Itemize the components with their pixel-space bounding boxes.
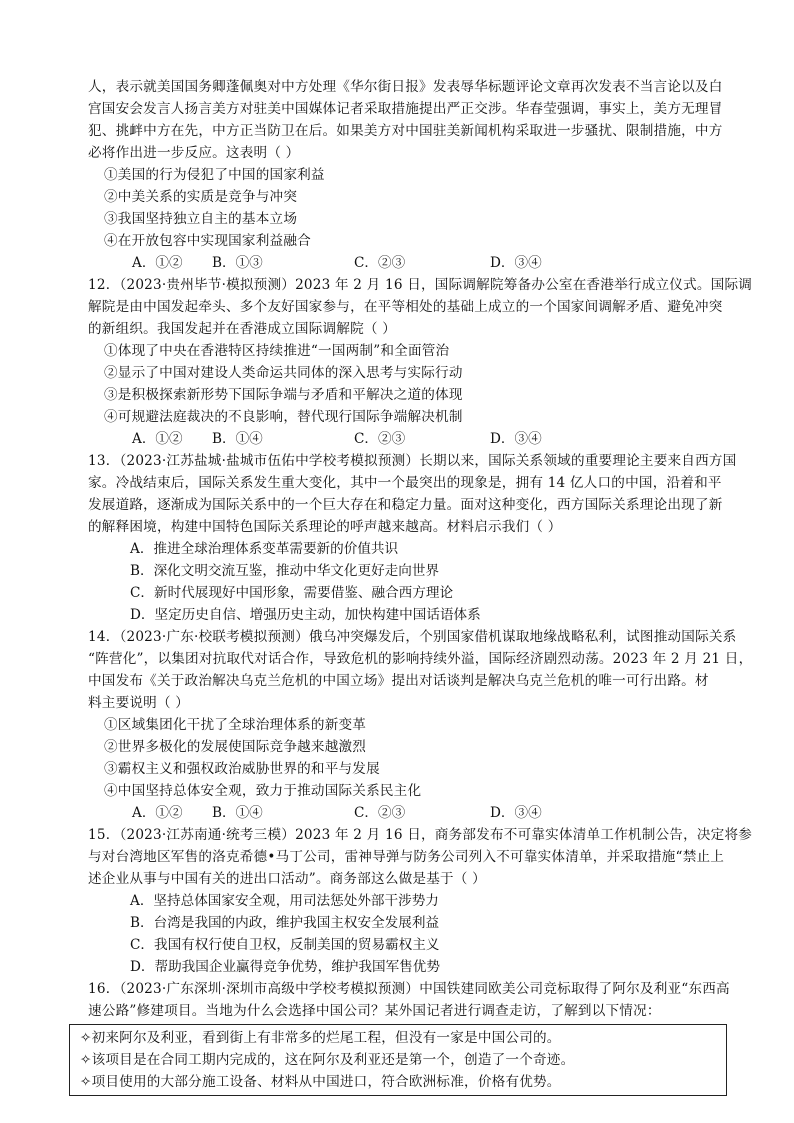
q15-choice-b: B．台湾是我国的内政，维护我国主权安全发展利益: [130, 915, 440, 931]
q11-item-4: ④在开放包容中实现国家利益融合: [104, 233, 311, 249]
q11-item-3: ③我国坚持独立自主的基本立场: [104, 211, 298, 227]
q11-stem-line-1: 人，表示就美国国务卿蓬佩奥对中方处理《华尔街日报》发表辱华标题评论文章再次发表不当言论以及白: [88, 79, 723, 95]
q13-stem-line-3: 发展道路，逐渐成为国际关系中的一个巨大存在和稳定力量。面对这种变化，西方国际关系理论出现了新: [88, 497, 723, 513]
q12-item-3: ③是积极探索新形势下国际争端与矛盾和平解决之道的体现: [104, 387, 463, 403]
q12-choice-b: B．①④: [212, 431, 263, 447]
q11-choice-c: C．②③: [354, 255, 406, 271]
q14-stem-line-3: 中国发布《关于政治解决乌克兰危机的中国立场》提出对话谈判是解决乌克兰危机的唯一可行出路。材: [88, 673, 709, 689]
q11-item-2: ②中美关系的实质是竞争与冲突: [104, 189, 298, 205]
q14-choice-a: A．①②: [132, 805, 183, 821]
q15-stem-line-3: 述企业从事与中国有关的进出口活动”。商务部这么做是基于（ ）: [88, 871, 486, 887]
q12-stem-line-3: 的新组织。我国发起并在香港成立国际调解院（ ）: [88, 321, 396, 337]
q16-info-box: [69, 1024, 727, 1096]
q15-choice-c: C．我国有权行使自卫权，反制美国的贸易霸权主义: [130, 937, 440, 953]
q12-choice-c: C．②③: [354, 431, 406, 447]
q11-stem-line-4: 必将作出进一步反应。这表明（ ）: [88, 145, 300, 161]
q14-choice-b: B．①④: [212, 805, 263, 821]
q15-stem-line-1: 15．（2023·江苏南通·统考三模）2023 年 2 月 16 日，商务部发布不可靠实体清单工作机制公告，决定将参: [88, 827, 753, 843]
q14-item-1: ①区域集团化干扰了全球治理体系的新变革: [104, 717, 367, 733]
q11-stem-line-3: 犯、挑衅中方在先，中方正当防卫在后。如果美方对中国驻美新闻机构采取进一步骚扰、限制措施，中方: [88, 123, 723, 139]
q13-choice-d: D．坚定历史自信、增强历史主动，加快构建中国话语体系: [130, 607, 481, 623]
q14-choice-c: C．②③: [354, 805, 406, 821]
q11-stem-line-2: 宫国安会发言人扬言美方对驻美中国媒体记者采取措施提出严正交涉。华春莹强调，事实上，美方无理冒: [88, 101, 723, 117]
q14-item-3: ③霸权主义和强权政治威胁世界的和平与发展: [104, 761, 380, 777]
q12-item-2: ②显示了中国对建设人类命运共同体的深入思考与实际行动: [104, 365, 463, 381]
q16-stem-line-2: 速公路”修建项目。当地为什么会选择中国公司？某外国记者进行调查走访，了解到以下情况：: [88, 1003, 661, 1019]
q12-choice-d: D．③④: [490, 431, 542, 447]
q12-choice-a: A．①②: [132, 431, 183, 447]
q14-stem-line-2: “阵营化”，以集团对抗取代对话合作，导致危机的影响持续外溢，国际经济剧烈动荡。2023 年 2 月 21 日，: [88, 651, 753, 667]
q13-stem-line-2: 家。冷战结束后，国际关系发生重大变化，其中一个最突出的现象是，拥有 14 亿人口的中国，沿着和平: [88, 475, 722, 491]
q11-item-1: ①美国的行为侵犯了中国的国家利益: [104, 167, 325, 183]
q11-choice-a: A．①②: [132, 255, 183, 271]
q13-choice-c: C．新时代展现好中国形象，需要借鉴、融合西方理论: [130, 585, 454, 601]
q12-item-4: ④可规避法庭裁决的不良影响，替代现行国际争端解决机制: [104, 409, 463, 425]
q16-box-line-3: ✧项目使用的大部分施工设备、材料从中国进口，符合欧洲标准，价格有优势。: [80, 1074, 561, 1090]
q16-box-line-2: ✧该项目是在合同工期内完成的，这在阿尔及利亚还是第一个，创造了一个奇迹。: [80, 1052, 575, 1068]
q14-choice-d: D．③④: [490, 805, 542, 821]
q16-stem-line-1: 16．（2023·广东深圳·深圳市高级中学校考模拟预测）中国铁建同欧美公司竞标取得了阿尔及利亚“东西高: [88, 981, 730, 997]
q11-choice-d: D．③④: [490, 255, 542, 271]
q12-stem-line-1: 12．（2023·贵州毕节·模拟预测）2023 年 2 月 16 日，国际调解院筹备办公室在香港举行成立仪式。国际调: [88, 277, 753, 293]
q13-stem-line-4: 的解释困境，构建中国特色国际关系理论的呼声越来越高。材料启示我们（ ）: [88, 519, 562, 535]
q14-stem-line-4: 料主要说明（ ）: [88, 695, 190, 711]
q12-stem-line-2: 解院是由中国发起牵头、多个友好国家参与，在平等相处的基础上成立的一个国家间调解矛盾、避免冲突: [88, 299, 723, 315]
q14-item-2: ②世界多极化的发展使国际竞争越来越激烈: [104, 739, 367, 755]
q12-item-1: ①体现了中央在香港特区持续推进“一国两制”和全面管治: [104, 343, 450, 359]
q15-stem-line-2: 与对台湾地区军售的洛克希德•马丁公司，雷神导弹与防务公司列入不可靠实体清单，并采取措施“禁止上: [88, 849, 725, 865]
q11-choice-b: B．①③: [212, 255, 263, 271]
q13-choice-b: B．深化文明交流互鉴，推动中华文化更好走向世界: [130, 563, 440, 579]
q13-choice-a: A．推进全球治理体系变革需要新的价值共识: [130, 541, 399, 557]
q14-item-4: ④中国坚持总体安全观，致力于推动国际关系民主化: [104, 783, 422, 799]
q13-stem-line-1: 13．（2023·江苏盐城·盐城市伍佑中学校考模拟预测）长期以来，国际关系领域的重要理论主要来自西方国: [88, 453, 737, 469]
q14-stem-line-1: 14．（2023·广东·校联考模拟预测）俄乌冲突爆发后，个别国家借机谋取地缘战略私利，试图推动国际关系: [88, 629, 737, 645]
q15-choice-d: D．帮助我国企业赢得竞争优势，维护我国军售优势: [130, 959, 440, 975]
q15-choice-a: A．坚持总体国家安全观，用司法惩处外部干涉势力: [130, 893, 439, 909]
q16-box-line-1: ✧初来阿尔及利亚，看到街上有非常多的烂尾工程，但没有一家是中国公司的。: [80, 1030, 561, 1046]
